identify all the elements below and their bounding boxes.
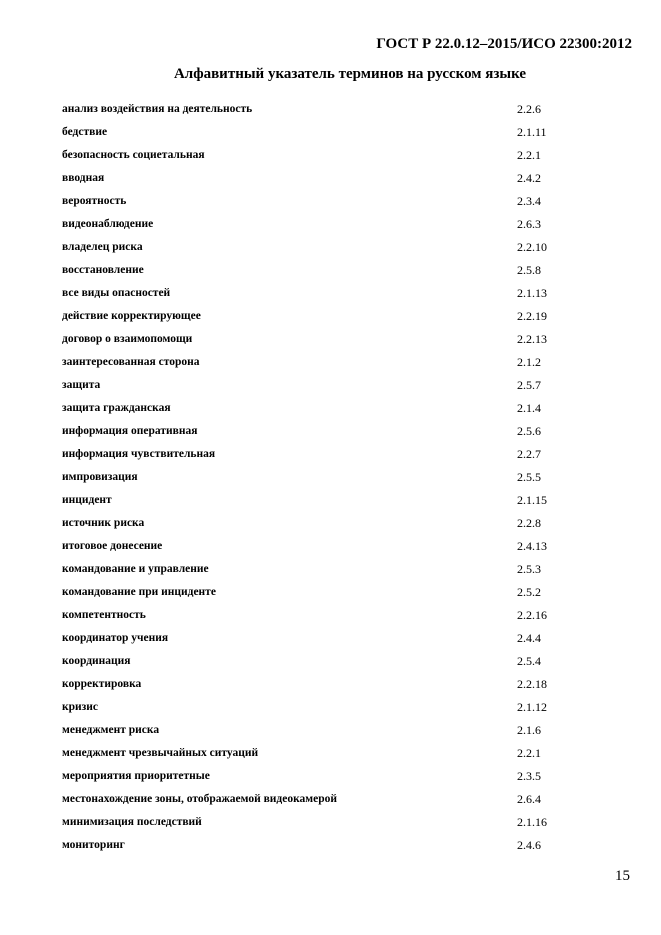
index-reference: 2.5.7 [517,378,541,392]
list-item [62,351,622,374]
index-term: информация чувствительная [62,448,216,460]
index-reference: 2.2.13 [517,332,547,346]
list-item [62,581,622,604]
list-item [62,535,622,558]
index-reference: 2.6.4 [517,792,541,806]
list-item [62,144,622,167]
list-item [62,696,622,719]
index-term: местонахождение зоны, отображаемой видеокамерой [62,793,338,805]
index-reference: 2.5.8 [517,263,541,277]
list-item [62,811,622,834]
index-reference: 2.1.16 [517,815,547,829]
index-reference: 2.2.19 [517,309,547,323]
index-term: восстановление [62,264,144,276]
index-reference: 2.2.6 [517,102,541,116]
page-number: 15 [615,868,630,884]
index-reference: 2.1.12 [517,700,547,714]
index-reference: 2.2.1 [517,746,541,760]
document-code: ГОСТ Р 22.0.12–2015/ИСО 22300:2012 [376,36,632,52]
index-term: итоговое донесение [62,540,163,552]
list-item [62,673,622,696]
index-reference: 2.5.6 [517,424,541,438]
index-term: кризис [62,701,98,713]
index-title: Алфавитный указатель терминов на русском языке [173,66,527,82]
list-item [62,374,622,397]
index-reference: 2.4.4 [517,631,541,645]
index-reference: 2.6.3 [517,217,541,231]
index-reference: 2.1.6 [517,723,541,737]
index-term: защита гражданская [62,402,171,414]
index-term: договор о взаимопомощи [62,333,193,345]
index-term: действие корректирующее [62,310,201,322]
list-item [62,650,622,673]
list-item [62,420,622,443]
index-term: координатор учения [62,632,169,644]
index-term: координация [62,655,131,667]
index-term: защита [62,379,101,391]
index-reference: 2.3.5 [517,769,541,783]
index-reference: 2.2.1 [517,148,541,162]
index-reference: 2.2.8 [517,516,541,530]
list-item [62,305,622,328]
index-reference: 2.2.18 [517,677,547,691]
index-reference: 2.5.2 [517,585,541,599]
index-term: минимизация последствий [62,816,202,828]
index-term: инцидент [62,494,112,506]
index-reference: 2.4.13 [517,539,547,553]
index-term: компетентность [62,609,146,621]
list-item [62,98,622,121]
list-item [62,328,622,351]
index-reference: 2.2.7 [517,447,541,461]
index-term: менеджмент чрезвычайных ситуаций [62,747,259,759]
index-term: видеонаблюдение [62,218,154,230]
list-item [62,443,622,466]
index-reference: 2.1.13 [517,286,547,300]
list-item [62,466,622,489]
index-term: анализ воздействия на деятельность [62,103,253,115]
index-reference: 2.1.4 [517,401,541,415]
index-reference: 2.3.4 [517,194,541,208]
list-item [62,167,622,190]
index-term: источник риска [62,517,145,529]
term-index-list [62,98,622,857]
index-term: заинтересованная сторона [62,356,200,368]
list-item [62,213,622,236]
index-reference: 2.5.5 [517,470,541,484]
list-item [62,627,622,650]
index-reference: 2.1.11 [517,125,547,139]
index-reference: 2.2.10 [517,240,547,254]
list-item [62,259,622,282]
index-term: командование и управление [62,563,209,575]
index-term: мероприятия приоритетные [62,770,210,782]
index-term: командование при инциденте [62,586,216,598]
list-item [62,282,622,305]
index-reference: 2.5.4 [517,654,541,668]
index-term: информация оперативная [62,425,198,437]
list-item [62,397,622,420]
index-term: импровизация [62,471,138,483]
index-term: бедствие [62,126,108,138]
list-item [62,834,622,857]
list-item [62,719,622,742]
index-term: менеджмент риска [62,724,160,736]
index-term: все виды опасностей [62,287,171,299]
list-item [62,742,622,765]
index-reference: 2.1.2 [517,355,541,369]
index-reference: 2.5.3 [517,562,541,576]
index-term: вероятность [62,195,127,207]
list-item [62,489,622,512]
index-reference: 2.1.15 [517,493,547,507]
list-item [62,512,622,535]
index-term: вводная [62,172,105,184]
index-reference: 2.4.6 [517,838,541,852]
list-item [62,788,622,811]
list-item [62,236,622,259]
index-reference: 2.2.16 [517,608,547,622]
index-term: корректировка [62,678,142,690]
index-term: владелец риска [62,241,143,253]
list-item [62,558,622,581]
list-item [62,121,622,144]
index-term: мониторинг [62,839,125,851]
list-item [62,765,622,788]
index-reference: 2.4.2 [517,171,541,185]
list-item [62,604,622,627]
list-item [62,190,622,213]
index-term: безопасность социетальная [62,149,205,161]
